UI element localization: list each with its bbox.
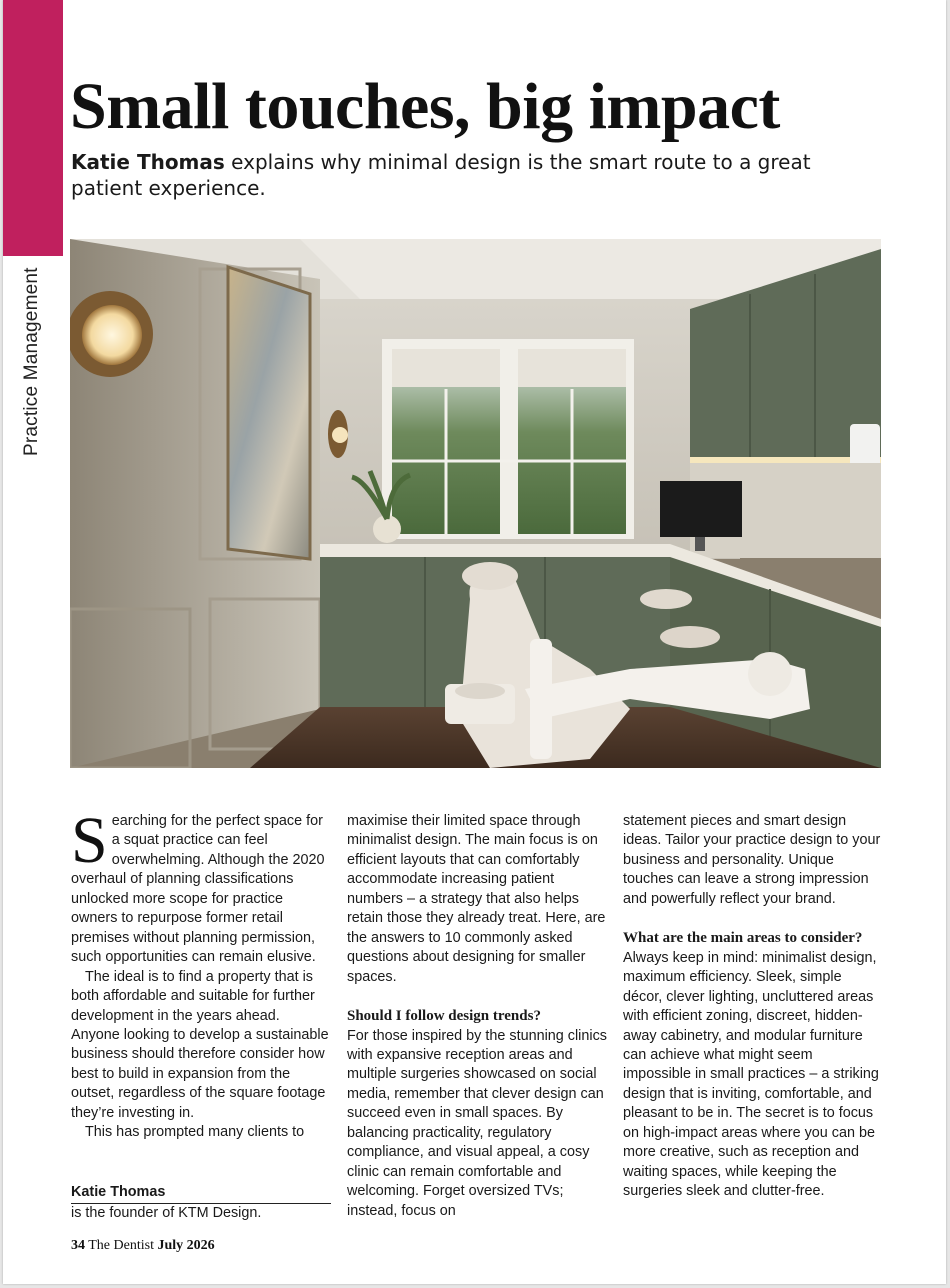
standfirst bbox=[71, 149, 861, 201]
paragraph: For those inspired by the stunning clinics with expansive reception areas and multiple surgeries showcased on social media, remember that clever design can succeed even in small spaces. By balancing practicality, regulatory compliance, and visual appeal, a cosy clinic can remain comfortable and welcoming. Forget oversized TVs; instead, focus on bbox=[347, 1027, 607, 1219]
standfirst-author: Katie Thomas bbox=[71, 150, 225, 174]
article-column-3 bbox=[623, 812, 883, 1202]
page-footer bbox=[71, 1238, 215, 1254]
publication-name: The Dentist bbox=[88, 1238, 154, 1253]
section-label: Practice Management bbox=[21, 267, 42, 456]
standfirst-text: explains why minimal design is the smart route to a great patient experience. bbox=[71, 150, 811, 200]
paragraph: statement pieces and smart design ideas. Tailor your practice design to your business and personality. Unique touches can leave a strong impression and powerfully reflect your brand. bbox=[623, 813, 881, 907]
subheading: Should I follow design trends? bbox=[347, 1008, 541, 1025]
accent-bar bbox=[3, 0, 63, 256]
article-column-2 bbox=[347, 812, 607, 1221]
paragraph: Always keep in mind: minimalist design, maximum efficiency. Sleek, simple décor, clever lighting, uncluttered areas with efficient zoning, discreet, hidden-away cabinetry, and modular furniture can achieve what might seem impossible in small practices – a striking design that is inviting, comfortable, and pleasant to be in. The secret is to focus on high-impact areas where you can be more creative, such as reception and waiting spaces, while keeping the surgeries sleek and clutter-free. bbox=[623, 949, 879, 1200]
drop-cap: S bbox=[71, 804, 108, 877]
issue-date: July 2026 bbox=[157, 1238, 215, 1253]
paragraph-text: earching for the perfect space for a squat practice can feel overwhelming. Although the 2020 overhaul of planning classifications unlocked more scope for practice owners to repurpose former retail premises without planning permission, such opportunities can remain elusive. bbox=[71, 813, 325, 966]
hero-photo-dental-surgery bbox=[70, 239, 881, 768]
author-bio bbox=[71, 1183, 331, 1224]
magazine-page bbox=[3, 0, 946, 1284]
paragraph bbox=[71, 804, 331, 968]
paragraph: maximise their limited space through minimalist design. The main focus is on efficient layouts that can comfortably accommodate increasing patient numbers – a strategy that also helps retain those they already treat. Here, are the answers to 10 commonly asked questions about designing for smaller spaces. bbox=[347, 813, 606, 985]
bio-name: Katie Thomas bbox=[71, 1183, 331, 1204]
headline: Small touches, big impact bbox=[70, 70, 780, 143]
paragraph: The ideal is to find a property that is both affordable and suitable for further development in the years ahead. Anyone looking to develop a sustainable business should therefore consider how best to build in expansion from the outset, regardless of the square footage they’re investing in. bbox=[71, 968, 329, 1121]
bio-text: is the founder of KTM Design. bbox=[71, 1205, 262, 1222]
article-column-1 bbox=[71, 804, 331, 1143]
page-number: 34 bbox=[71, 1238, 85, 1253]
subheading: What are the main areas to consider? bbox=[623, 930, 863, 947]
paragraph: This has prompted many clients to bbox=[85, 1124, 305, 1141]
